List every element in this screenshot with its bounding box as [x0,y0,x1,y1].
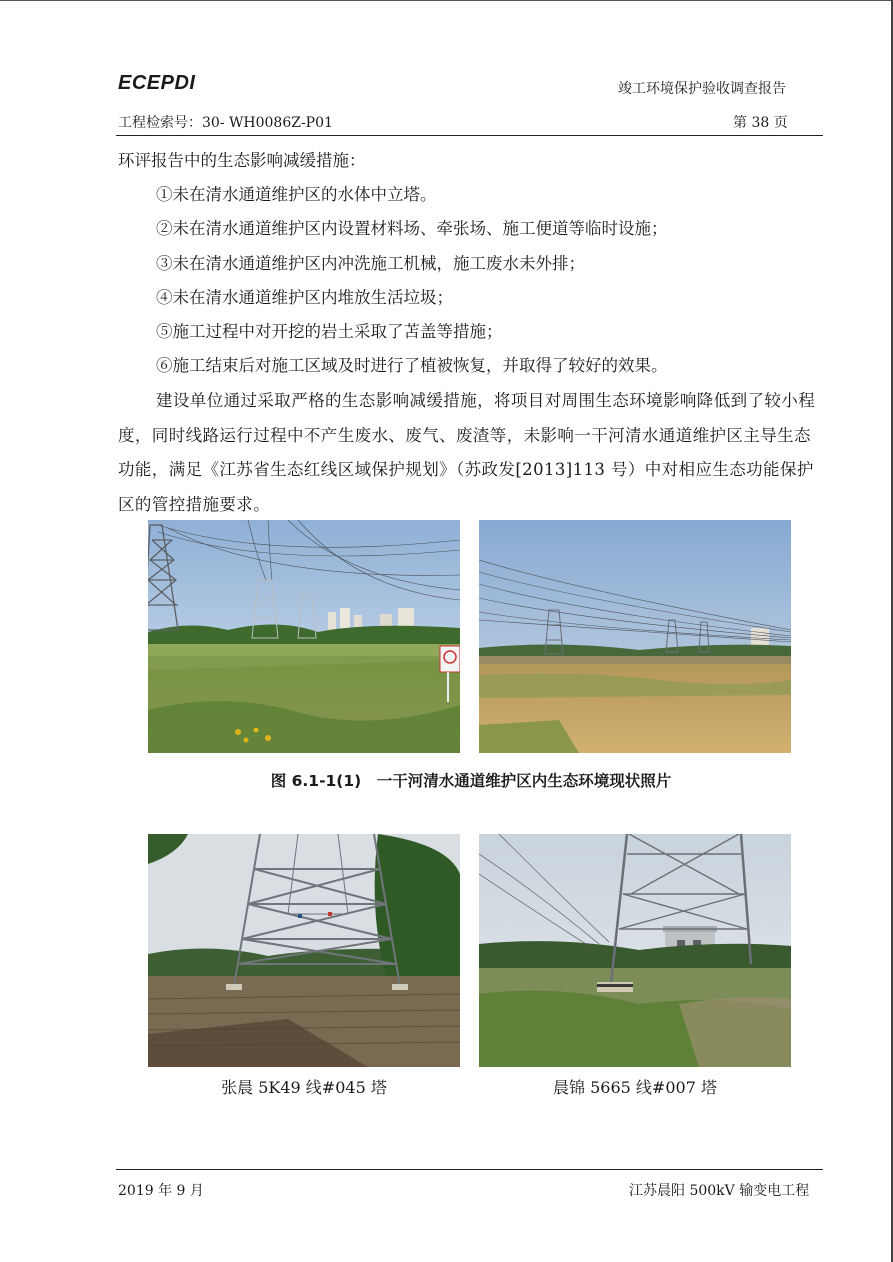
header-rule [116,135,823,136]
footer-project-name: 江苏晨阳 500kV 输变电工程 [629,1183,810,1199]
measure-item: ①未在清水通道维护区的水体中立塔。 [156,185,437,204]
measure-item: ④未在清水通道维护区内堆放生活垃圾； [156,287,453,307]
page-number: 第 38 页 [733,115,788,131]
page-top-edge [0,0,893,1]
measure-item: ⑥施工结束后对施工区域及时进行了植被恢复，并取得了较好的效果。 [156,356,668,376]
measure-item: ⑤施工过程中对开挖的岩土采取了苫盖等措施； [156,322,503,342]
company-logo: ECEPDI [118,72,196,94]
footer-rule [116,1169,823,1170]
footer-date: 2019 年 9 月 [118,1183,204,1199]
report-title: 竣工环境保护验收调查报告 [618,81,786,97]
photo-caption-045: 张晨 5K49 线#045 塔 [221,1078,387,1097]
measure-item: ②未在清水通道维护区内设置材料场、牵张场、施工便道等临时设施； [156,219,668,239]
conclusion-paragraph: 建设单位通过采取严格的生态影响减缓措施，将项目对周围生态环境影响降低到了较小程度，同时线路运行过程中不产生废水、废气、废渣等，未影响一干河清水通道维护区主导生态功能，满足《江苏省生态红线区域保护规划》（苏政发[2013]113 号）中对相应生态功能保护区的管控措施要求。 [118,391,816,514]
photo-caption-007: 晨锦 5665 线#007 塔 [553,1078,717,1097]
site-photo-grassland [148,520,460,753]
tower-photo-007 [479,834,791,1067]
figure-caption: 图 6.1-1(1) 一干河清水通道维护区内生态环境现状照片 [270,772,672,790]
tower-photo-045 [148,834,460,1067]
site-photo-dry-field [479,520,791,753]
measure-item: ③未在清水通道维护区内冲洗施工机械，施工废水未外排； [156,253,585,273]
measures-list [156,178,824,384]
measures-intro: 环评报告中的生态影响减缓措施： [118,151,366,170]
project-index-number: 工程检索号：30- WH0086Z-P01 [118,115,333,131]
